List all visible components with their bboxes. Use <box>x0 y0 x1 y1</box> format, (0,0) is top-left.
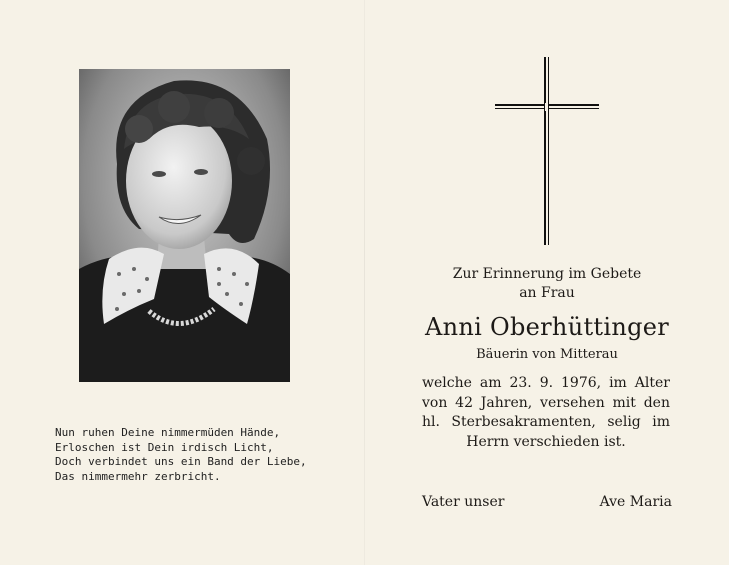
poem-line: Doch verbindet uns ein Band der Liebe, <box>55 455 307 468</box>
card-fold-line <box>364 0 365 565</box>
memorial-poem <box>55 426 345 484</box>
prayer-ave-maria: Ave Maria <box>599 494 672 510</box>
prayer-list <box>422 494 672 510</box>
intro-text <box>412 265 682 303</box>
poem-line: Nun ruhen Deine nimmermüden Hände, <box>55 426 281 439</box>
memorial-body-text: welche am 23. 9. 1976, im Alter von 42 Jahren, versehen mit den hl. Sterbesakramenten, selig im Herrn verschieden ist. <box>422 375 670 450</box>
portrait-photo <box>79 69 290 382</box>
intro-line: an Frau <box>519 285 575 301</box>
prayer-vater-unser: Vater unser <box>422 494 505 510</box>
poem-line: Das nimmermehr zerbricht. <box>55 469 221 483</box>
poem-line: Erloschen ist Dein irdisch Licht, <box>55 440 274 454</box>
deceased-name: Anni Oberhüttinger <box>424 313 670 341</box>
latin-cross-icon <box>495 57 599 245</box>
deceased-role: Bäuerin von Mitterau <box>476 347 618 362</box>
intro-line: Zur Erinnerung im Gebete <box>452 266 642 282</box>
